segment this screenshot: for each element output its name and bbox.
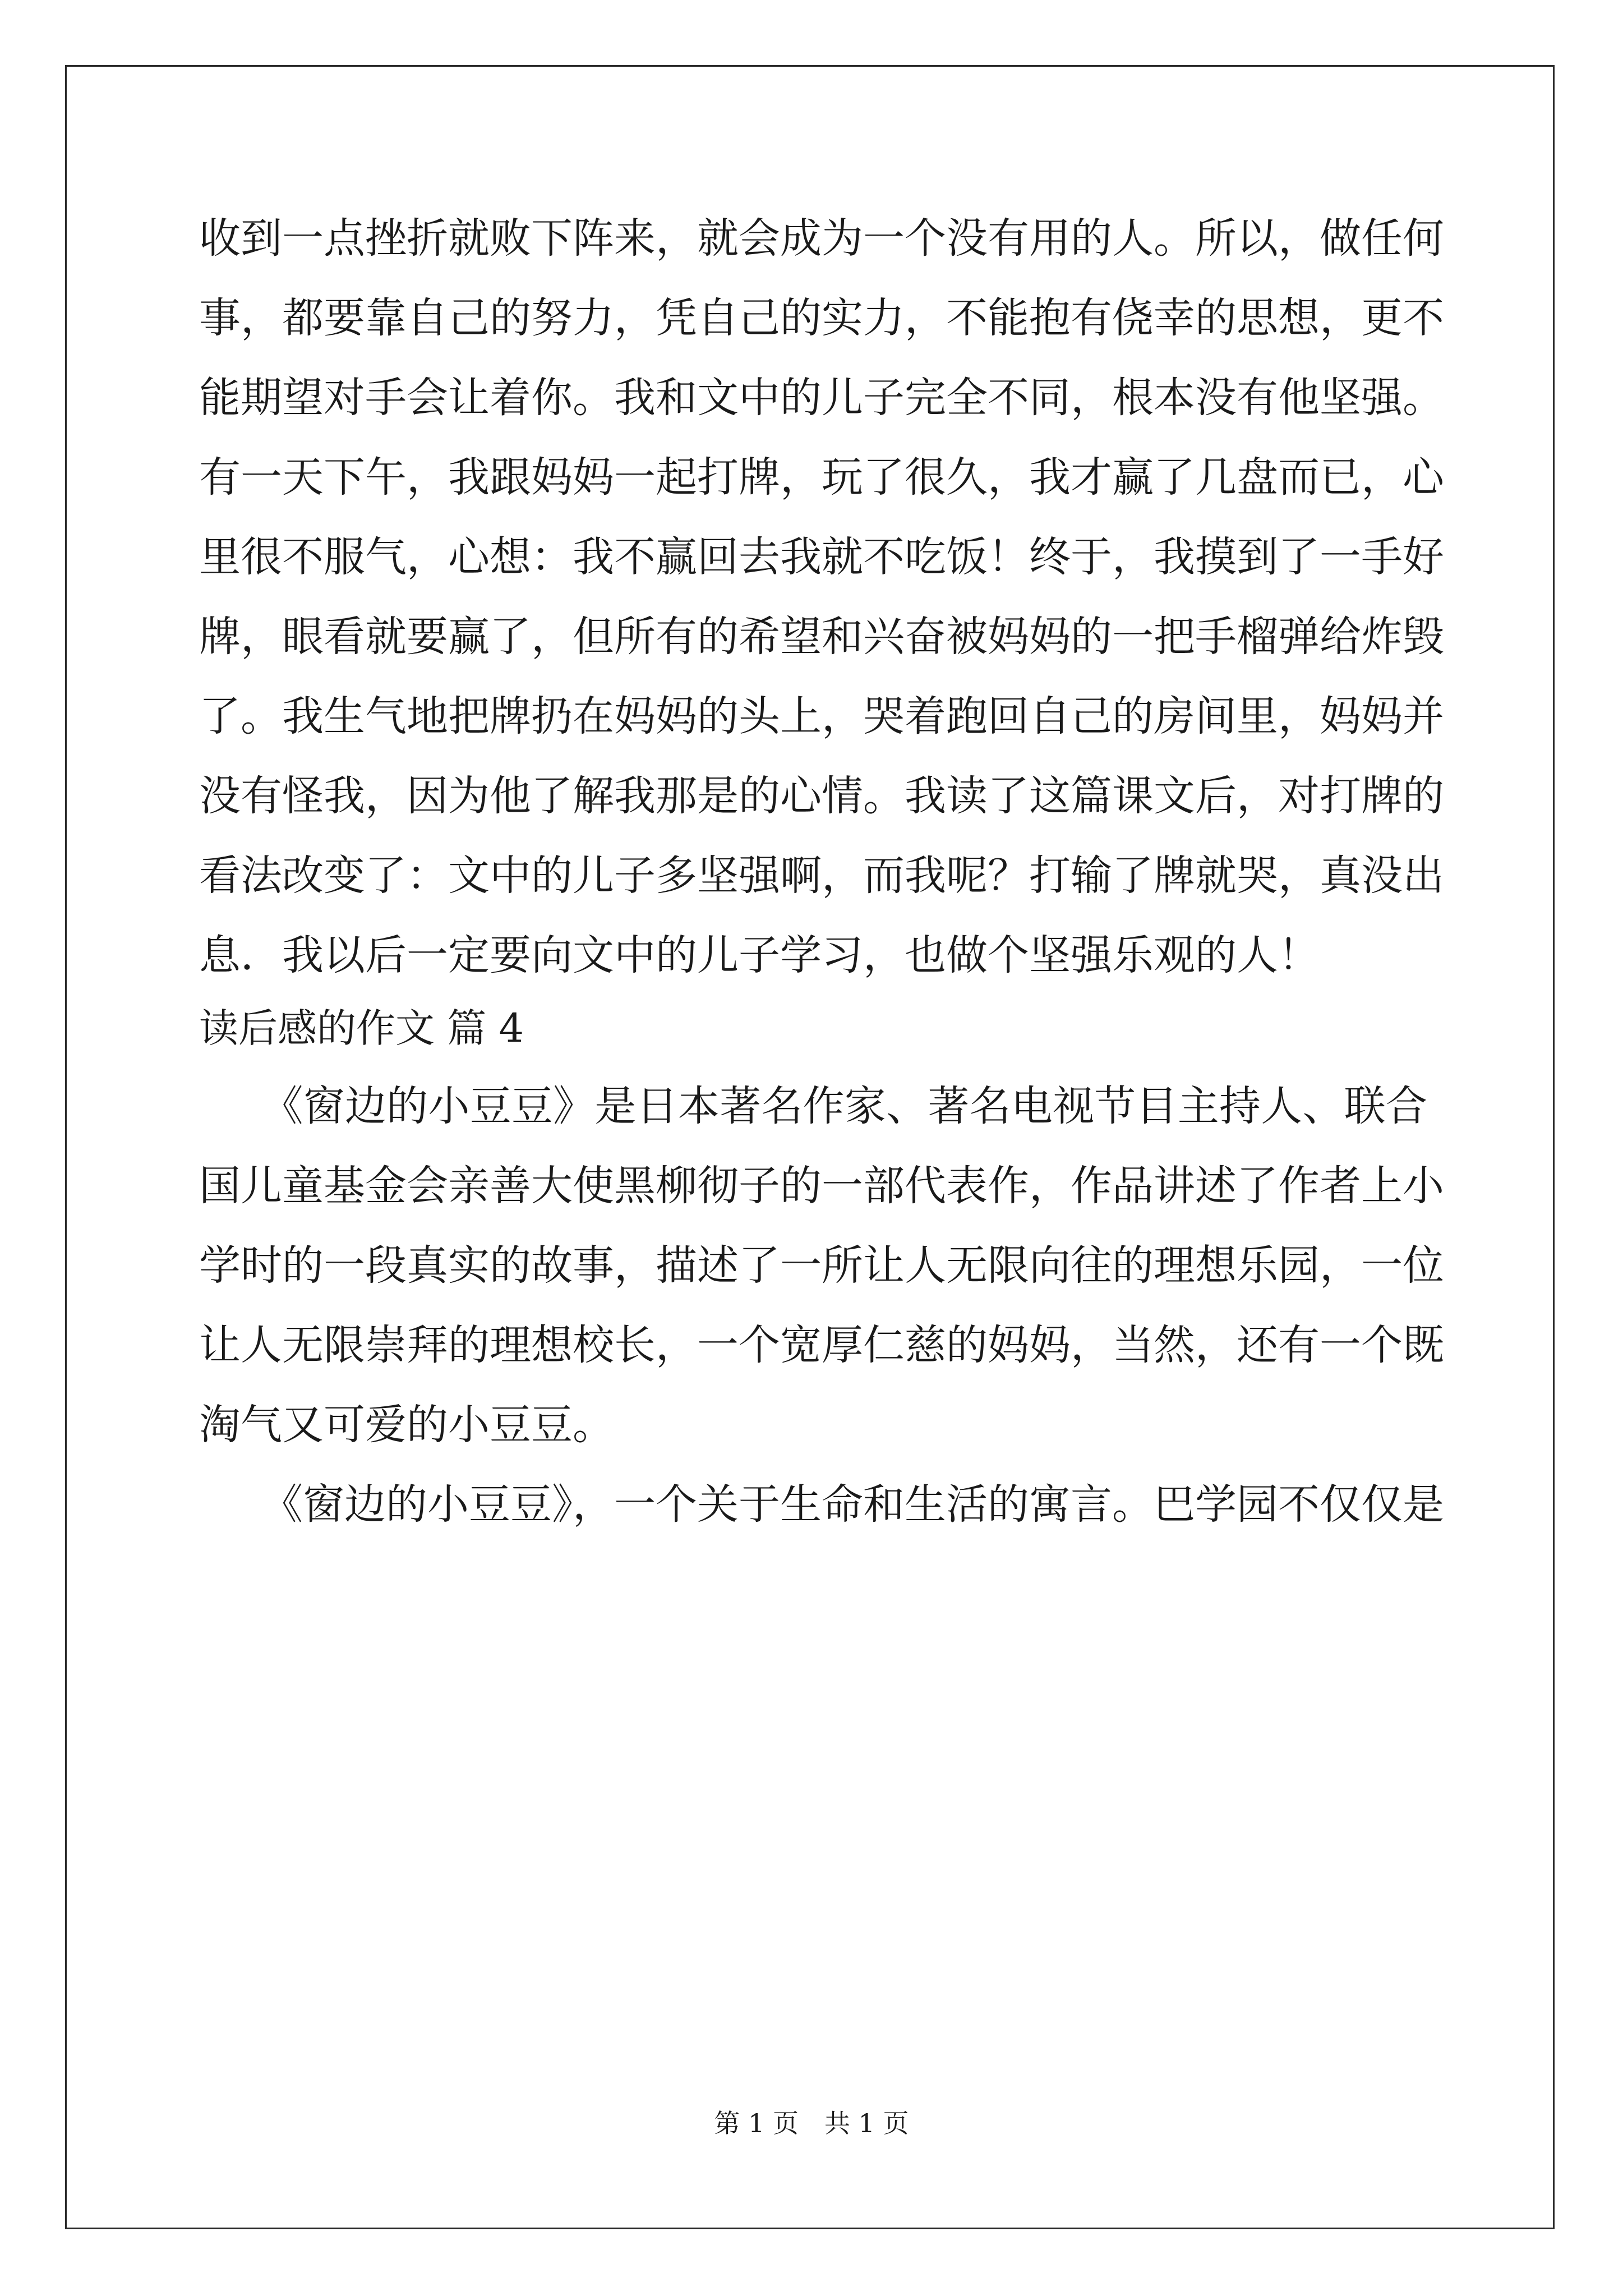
text-line: 《窗边的小豆豆》是日本著名作家、著名电视节目主持人、联合 bbox=[199, 1082, 1427, 1130]
text-line: 没有怪我，因为他了解我那是的心情。我读了这篇课文后，对打牌的 bbox=[199, 772, 1444, 820]
text-line: 里很不服气，心想：我不赢回去我就不吃饭！终于，我摸到了一手好 bbox=[199, 533, 1444, 581]
text-line: 《窗边的小豆豆》，一个关于生命和生活的寓言。巴学园不仅仅是 bbox=[199, 1480, 1444, 1529]
text-line: 牌，眼看就要赢了，但所有的希望和兴奋被妈妈的一把手榴弹给炸毁 bbox=[199, 613, 1444, 661]
text-line: 让人无限崇拜的理想校长，一个宽厚仁慈的妈妈，当然，还有一个既 bbox=[199, 1321, 1444, 1369]
text-line: 了。我生气地把牌扔在妈妈的头上，哭着跑回自己的房间里，妈妈并 bbox=[199, 692, 1444, 740]
text-line: 事，都要靠自己的努力，凭自己的实力，不能抱有侥幸的思想，更不 bbox=[199, 294, 1444, 342]
page-footer: 第 1 页 共 1 页 bbox=[714, 2108, 909, 2138]
text-line-last: 淘气又可爱的小豆豆。 bbox=[199, 1401, 614, 1449]
text-line: 有一天下午，我跟妈妈一起打牌，玩了很久，我才赢了几盘而已，心 bbox=[199, 453, 1444, 501]
section-heading: 读后感的作文 篇 4 bbox=[199, 1005, 524, 1051]
text-line: 看法改变了：文中的儿子多坚强啊，而我呢？打输了牌就哭，真没出 bbox=[199, 852, 1444, 900]
text-line-last: 息．我以后一定要向文中的儿子学习，也做个坚强乐观的人！ bbox=[199, 931, 1320, 979]
text-line: 收到一点挫折就败下阵来，就会成为一个没有用的人。所以，做任何 bbox=[199, 214, 1444, 263]
text-line: 国儿童基金会亲善大使黑柳彻子的一部代表作，作品讲述了作者上小 bbox=[199, 1162, 1444, 1210]
text-line: 学时的一段真实的故事，描述了一所让人无限向往的理想乐园，一位 bbox=[199, 1241, 1444, 1290]
text-line: 能期望对手会让着你。我和文中的儿子完全不同，根本没有他坚强。 bbox=[199, 374, 1444, 422]
